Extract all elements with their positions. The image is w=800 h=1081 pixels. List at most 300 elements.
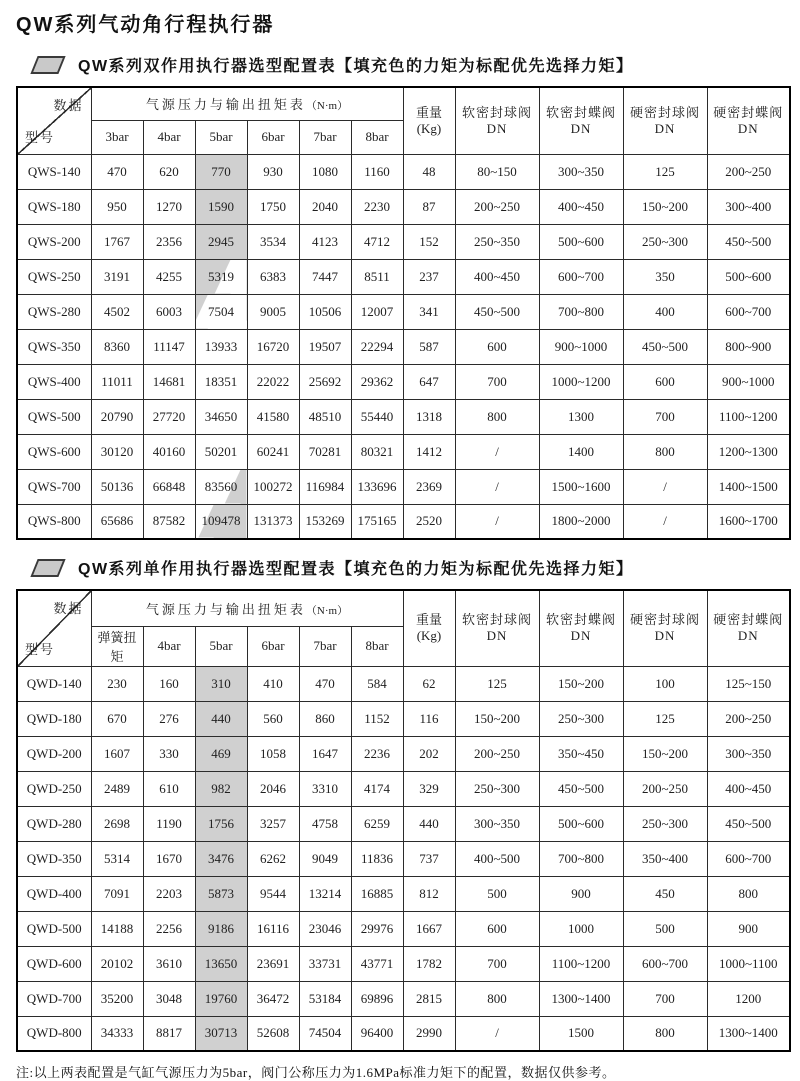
torque-cell: 1152 [351,701,403,736]
torque-cell: 20790 [91,399,143,434]
torque-cell: 440 [195,701,247,736]
torque-cell: 4123 [299,224,351,259]
weight-cell: 62 [403,666,455,701]
torque-cell: 330 [143,736,195,771]
torque-cell: 3610 [143,946,195,981]
torque-group-label: 气源压力与输出扭矩表 [145,97,306,113]
torque-cell: 36472 [247,981,299,1016]
valve-header-hard-butterfly: 硬密封蝶阀 DN [707,87,790,154]
valve-dn-cell: 350 [623,259,707,294]
torque-cell: 7091 [91,876,143,911]
torque-cell: 1647 [299,736,351,771]
torque-cell: 48510 [299,399,351,434]
torque-cell: 2256 [143,911,195,946]
torque-unit-label: （N·m） [305,100,349,113]
pressure-header: 5bar [195,626,247,666]
torque-cell: 7504 [195,294,247,329]
model-cell: QWD-280 [17,806,91,841]
weight-cell: 2520 [403,504,455,539]
weight-header [403,590,455,666]
model-cell: QWS-600 [17,434,91,469]
torque-cell: 6383 [247,259,299,294]
torque-cell: 2040 [299,189,351,224]
torque-cell: 2230 [351,189,403,224]
torque-cell: 43771 [351,946,403,981]
torque-cell: 153269 [299,504,351,539]
valve-dn-cell: / [623,469,707,504]
valve-dn-cell: 150~200 [623,189,707,224]
torque-cell: 4174 [351,771,403,806]
valve-dn-cell: 200~250 [707,154,790,189]
torque-cell: 34650 [195,399,247,434]
torque-cell: 14188 [91,911,143,946]
torque-cell: 2203 [143,876,195,911]
torque-cell: 469 [195,736,247,771]
valve-dn-cell: 700~800 [539,841,623,876]
pressure-header: 6bar [247,120,299,154]
torque-cell: 982 [195,771,247,806]
torque-cell: 23691 [247,946,299,981]
torque-cell: 66848 [143,469,195,504]
valve-dn-cell: 600 [623,364,707,399]
valve-dn-cell: 250~300 [539,701,623,736]
table-row [17,364,790,399]
torque-cell: 6259 [351,806,403,841]
valve-dn-cell: 200~250 [455,189,539,224]
torque-cell: 100272 [247,469,299,504]
torque-cell: 87582 [143,504,195,539]
section-header-double-acting [30,53,788,76]
valve-dn-cell: 600 [455,911,539,946]
torque-cell: 2945 [195,224,247,259]
table-row [17,701,790,736]
valve-dn-cell: 350~450 [539,736,623,771]
valve-dn-cell: 800 [455,399,539,434]
weight-cell: 812 [403,876,455,911]
valve-dn-cell: 600~700 [539,259,623,294]
valve-dn-cell: 500~600 [707,259,790,294]
torque-cell: 950 [91,189,143,224]
torque-cell: 133696 [351,469,403,504]
valve-header-soft-ball: 软密封球阀 DN [455,87,539,154]
torque-cell: 7447 [299,259,351,294]
weight-cell: 329 [403,771,455,806]
table-row [17,294,790,329]
parallelogram-icon [30,559,65,577]
weight-unit-label: (Kg) [416,628,442,644]
torque-cell: 470 [91,154,143,189]
model-cell: QWS-140 [17,154,91,189]
torque-cell: 19760 [195,981,247,1016]
torque-cell: 11011 [91,364,143,399]
valve-dn-cell: 450~500 [455,294,539,329]
valve-dn-cell: 1400~1500 [707,469,790,504]
valve-dn-cell: 800~900 [707,329,790,364]
torque-cell: 5319 [195,259,247,294]
valve-dn-cell: 1400 [539,434,623,469]
valve-dn-cell: 600~700 [707,841,790,876]
valve-dn-cell: 300~400 [707,189,790,224]
valve-dn-cell: 250~300 [455,771,539,806]
torque-cell: 69896 [351,981,403,1016]
valve-header-hard-ball: 硬密封球阀 DN [623,87,707,154]
valve-dn-cell: 450~500 [623,329,707,364]
torque-cell: 29362 [351,364,403,399]
weight-cell: 1782 [403,946,455,981]
valve-dn-cell: 700~800 [539,294,623,329]
table-row [17,946,790,981]
weight-label: 重量 [415,612,442,628]
weight-unit-label: (Kg) [416,120,442,136]
model-cell: QWS-200 [17,224,91,259]
torque-cell: 14681 [143,364,195,399]
torque-cell: 770 [195,154,247,189]
torque-cell: 610 [143,771,195,806]
torque-cell: 8511 [351,259,403,294]
single-acting-selection-table [16,589,791,1052]
pressure-header: 7bar [299,120,351,154]
torque-cell: 3534 [247,224,299,259]
valve-dn-cell: / [455,1016,539,1051]
torque-cell: 23046 [299,911,351,946]
model-cell: QWS-800 [17,504,91,539]
table-row [17,259,790,294]
table-row [17,504,790,539]
valve-dn-cell: 900 [707,911,790,946]
valve-dn-cell: 1100~1200 [707,399,790,434]
footnote: 注:以上两表配置是气缸气源压力为5bar，阀门公称压力为1.6MPa标准力矩下的配置，数据仅供参考。 [16,1065,616,1080]
valve-dn-cell: 800 [455,981,539,1016]
pressure-header: 5bar [195,120,247,154]
valve-dn-cell: 450 [623,876,707,911]
torque-cell: 5314 [91,841,143,876]
weight-cell: 647 [403,364,455,399]
valve-dn-cell: 1000~1200 [539,364,623,399]
torque-cell: 12007 [351,294,403,329]
torque-group-label: 气源压力与输出扭矩表 [145,601,306,617]
torque-cell: 65686 [91,504,143,539]
model-cell: QWS-400 [17,364,91,399]
table-body [17,154,790,539]
torque-cell: 11836 [351,841,403,876]
torque-cell: 3048 [143,981,195,1016]
weight-cell: 87 [403,189,455,224]
torque-cell: 22022 [247,364,299,399]
valve-dn-cell: 450~500 [539,771,623,806]
table-row [17,806,790,841]
torque-cell: 16885 [351,876,403,911]
torque-cell: 30713 [195,1016,247,1051]
corner-label-model: 型号 [25,129,56,145]
valve-dn-cell: 300~350 [707,736,790,771]
valve-dn-cell: 1800~2000 [539,504,623,539]
valve-dn-cell: 700 [623,981,707,1016]
valve-dn-cell: 500 [623,911,707,946]
valve-dn-cell: 100 [623,666,707,701]
pressure-header: 6bar [247,626,299,666]
torque-cell: 20102 [91,946,143,981]
valve-dn-cell: 900~1000 [707,364,790,399]
torque-cell: 4758 [299,806,351,841]
weight-label: 重量 [415,104,442,120]
torque-cell: 1590 [195,189,247,224]
valve-dn-cell: 1200 [707,981,790,1016]
corner-label-data: 数据 [53,98,84,113]
torque-cell: 41580 [247,399,299,434]
weight-cell: 116 [403,701,455,736]
model-cell: QWD-500 [17,911,91,946]
torque-cell: 35200 [91,981,143,1016]
torque-cell: 560 [247,701,299,736]
valve-dn-cell: 250~300 [623,224,707,259]
valve-dn-cell: 700 [455,946,539,981]
torque-cell: 276 [143,701,195,736]
weight-cell: 202 [403,736,455,771]
table-row [17,841,790,876]
table-row [17,154,790,189]
torque-cell: 19507 [299,329,351,364]
torque-cell: 55440 [351,399,403,434]
torque-cell: 860 [299,701,351,736]
valve-dn-cell: 400~450 [707,771,790,806]
torque-cell: 50201 [195,434,247,469]
valve-header-hard-ball: 硬密封球阀 DN [623,590,707,666]
torque-cell: 18351 [195,364,247,399]
torque-cell: 3257 [247,806,299,841]
valve-header-hard-butterfly: 硬密封蝶阀 DN [707,590,790,666]
torque-cell: 230 [91,666,143,701]
torque-cell: 1767 [91,224,143,259]
valve-dn-cell: 1000~1100 [707,946,790,981]
model-cell: QWD-140 [17,666,91,701]
valve-dn-cell: 250~350 [455,224,539,259]
torque-cell: 4502 [91,294,143,329]
torque-cell: 27720 [143,399,195,434]
valve-dn-cell: 800 [623,434,707,469]
valve-header-soft-ball: 软密封球阀 DN [455,590,539,666]
torque-group-header [91,590,403,626]
torque-cell: 6003 [143,294,195,329]
torque-cell: 1607 [91,736,143,771]
torque-cell: 9186 [195,911,247,946]
torque-cell: 70281 [299,434,351,469]
model-cell: QWD-180 [17,701,91,736]
torque-cell: 175165 [351,504,403,539]
model-cell: QWS-700 [17,469,91,504]
torque-cell: 60241 [247,434,299,469]
weight-cell: 2369 [403,469,455,504]
valve-dn-cell: 400~450 [455,259,539,294]
valve-dn-cell: 1300 [539,399,623,434]
model-cell: QWD-350 [17,841,91,876]
torque-cell: 96400 [351,1016,403,1051]
torque-cell: 25692 [299,364,351,399]
torque-cell: 584 [351,666,403,701]
valve-dn-cell: 800 [623,1016,707,1051]
valve-dn-cell: / [623,504,707,539]
valve-dn-cell: 80~150 [455,154,539,189]
torque-cell: 2236 [351,736,403,771]
torque-cell: 8360 [91,329,143,364]
torque-cell: 4712 [351,224,403,259]
model-cell: QWS-280 [17,294,91,329]
model-cell: QWS-500 [17,399,91,434]
valve-dn-cell: 300~350 [539,154,623,189]
torque-cell: 1058 [247,736,299,771]
valve-dn-cell: 600 [455,329,539,364]
valve-dn-cell: 150~200 [455,701,539,736]
valve-dn-cell: 300~350 [455,806,539,841]
torque-cell: 74504 [299,1016,351,1051]
torque-cell: 160 [143,666,195,701]
torque-cell: 5873 [195,876,247,911]
corner-header-cell [17,590,91,666]
torque-cell: 3191 [91,259,143,294]
weight-cell: 440 [403,806,455,841]
valve-dn-cell: 450~500 [707,806,790,841]
model-cell: QWD-600 [17,946,91,981]
valve-dn-cell: 700 [623,399,707,434]
pressure-header: 4bar [143,626,195,666]
weight-cell: 737 [403,841,455,876]
weight-cell: 48 [403,154,455,189]
valve-header-soft-butterfly: 软密封蝶阀 DN [539,87,623,154]
torque-cell: 40160 [143,434,195,469]
torque-cell: 9544 [247,876,299,911]
torque-cell: 33731 [299,946,351,981]
torque-cell: 6262 [247,841,299,876]
torque-cell: 670 [91,701,143,736]
corner-label-data: 数据 [53,601,84,616]
valve-dn-cell: 600~700 [623,946,707,981]
table-row [17,329,790,364]
valve-dn-cell: / [455,434,539,469]
torque-cell: 116984 [299,469,351,504]
torque-cell: 2046 [247,771,299,806]
torque-cell: 13650 [195,946,247,981]
weight-cell: 341 [403,294,455,329]
torque-cell: 16720 [247,329,299,364]
table-row [17,399,790,434]
valve-dn-cell: 1500 [539,1016,623,1051]
valve-dn-cell: 200~250 [623,771,707,806]
torque-cell: 13214 [299,876,351,911]
torque-group-header [91,87,403,120]
model-cell: QWS-250 [17,259,91,294]
weight-cell: 2990 [403,1016,455,1051]
torque-cell: 53184 [299,981,351,1016]
torque-cell: 30120 [91,434,143,469]
torque-cell: 1756 [195,806,247,841]
valve-dn-cell: 600~700 [707,294,790,329]
torque-cell: 1080 [299,154,351,189]
torque-unit-label: （N·m） [305,604,349,617]
torque-cell: 22294 [351,329,403,364]
valve-dn-cell: 900~1000 [539,329,623,364]
valve-dn-cell: 200~250 [455,736,539,771]
table-row [17,876,790,911]
valve-dn-cell: 150~200 [623,736,707,771]
torque-cell: 2698 [91,806,143,841]
section-title: QW系列双作用执行器选型配置表【填充色的力矩为标配优先选择力矩】 [78,58,634,75]
model-cell: QWS-180 [17,189,91,224]
weight-cell: 1667 [403,911,455,946]
valve-dn-cell: 125~150 [707,666,790,701]
torque-cell: 9049 [299,841,351,876]
pressure-header: 4bar [143,120,195,154]
torque-cell: 16116 [247,911,299,946]
pressure-header: 7bar [299,626,351,666]
valve-dn-cell: / [455,504,539,539]
torque-cell: 3476 [195,841,247,876]
valve-dn-cell: 700 [455,364,539,399]
torque-cell: 410 [247,666,299,701]
table-row [17,981,790,1016]
torque-cell: 620 [143,154,195,189]
parallelogram-icon [30,56,65,74]
table-row [17,666,790,701]
table-row [17,1016,790,1051]
valve-dn-cell: 900 [539,876,623,911]
weight-cell: 2815 [403,981,455,1016]
torque-cell: 1160 [351,154,403,189]
torque-cell: 8817 [143,1016,195,1051]
torque-cell: 2356 [143,224,195,259]
table-row [17,224,790,259]
torque-cell: 3310 [299,771,351,806]
weight-cell: 152 [403,224,455,259]
table-row [17,189,790,224]
double-acting-selection-table [16,86,791,540]
weight-cell: 1412 [403,434,455,469]
valve-dn-cell: 125 [455,666,539,701]
valve-dn-cell: 1200~1300 [707,434,790,469]
valve-dn-cell: 1300~1400 [707,1016,790,1051]
valve-dn-cell: 800 [707,876,790,911]
torque-cell: 52608 [247,1016,299,1051]
model-cell: QWS-350 [17,329,91,364]
torque-cell: 11147 [143,329,195,364]
torque-cell: 1750 [247,189,299,224]
valve-dn-cell: / [455,469,539,504]
valve-dn-cell: 400~450 [539,189,623,224]
model-cell: QWD-700 [17,981,91,1016]
table-row [17,434,790,469]
torque-cell: 13933 [195,329,247,364]
weight-cell: 587 [403,329,455,364]
valve-dn-cell: 125 [623,154,707,189]
torque-cell: 34333 [91,1016,143,1051]
torque-cell: 80321 [351,434,403,469]
valve-dn-cell: 400~500 [455,841,539,876]
pressure-header: 3bar [91,120,143,154]
torque-cell: 2489 [91,771,143,806]
torque-cell: 1190 [143,806,195,841]
valve-dn-cell: 500 [455,876,539,911]
torque-cell: 310 [195,666,247,701]
model-cell: QWD-400 [17,876,91,911]
valve-header-soft-butterfly: 软密封蝶阀 DN [539,590,623,666]
torque-cell: 50136 [91,469,143,504]
weight-header [403,87,455,154]
valve-dn-cell: 1100~1200 [539,946,623,981]
section-header-single-acting [30,556,788,579]
valve-dn-cell: 450~500 [707,224,790,259]
valve-dn-cell: 1600~1700 [707,504,790,539]
valve-dn-cell: 500~600 [539,224,623,259]
torque-cell: 10506 [299,294,351,329]
torque-cell: 9005 [247,294,299,329]
